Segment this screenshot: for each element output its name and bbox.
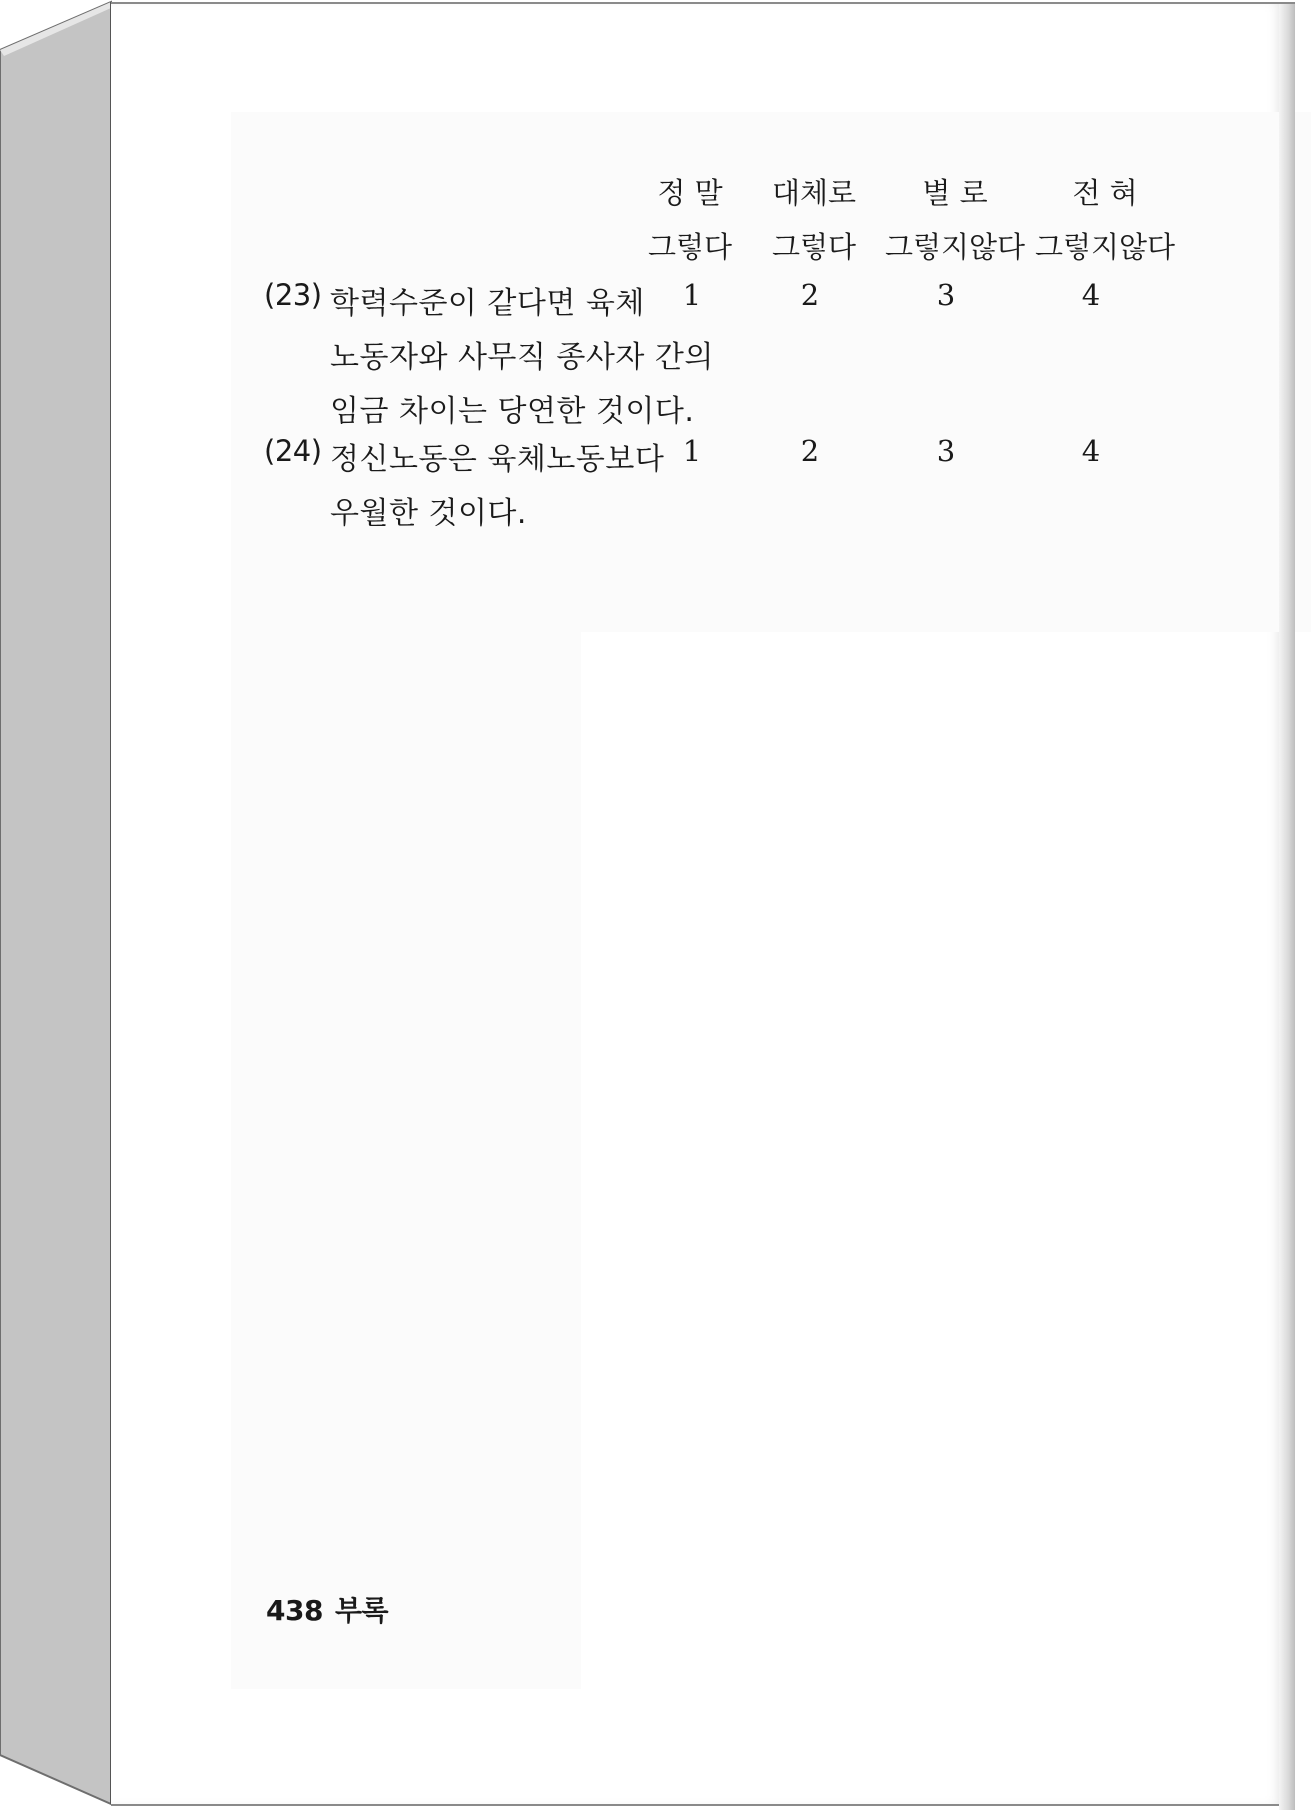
scale-header-2-line2: 그렇다 [771,230,857,264]
question-23-score-3[interactable]: 3 [936,278,956,312]
scale-header-1 [640,176,740,264]
question-23-line-2: 노동자와 사무직 종사자 간의 [330,340,714,375]
question-24-line-2: 우월한 것이다. [330,496,527,531]
scale-header-1-line1: 정 말 [657,176,723,210]
page-footer [266,1589,400,1629]
question-23-line-3: 임금 차이는 당연한 것이다. [330,394,695,429]
question-24-score-4[interactable]: 4 [1081,434,1101,468]
survey-table [0,0,1311,600]
scale-header-3-line1: 별 로 [922,176,988,210]
section-name: 부록 [334,1594,389,1627]
question-23-score-1[interactable]: 1 [682,278,702,312]
scan-shade-lower [231,564,581,1689]
scale-header-4 [1030,176,1180,264]
question-23-score-4[interactable]: 4 [1081,278,1101,312]
scale-header-4-line1: 전 혀 [1072,176,1138,210]
question-24-score-3[interactable]: 3 [936,434,956,468]
question-24-score-1[interactable]: 1 [682,434,702,468]
scale-header-3 [880,176,1030,264]
question-23-number: (23) [264,278,322,312]
scale-header-3-line2: 그렇지않다 [884,230,1026,264]
question-23-score-2[interactable]: 2 [800,278,820,312]
question-24-score-2[interactable]: 2 [800,434,820,468]
page-number: 438 [266,1594,323,1627]
scale-header-4-line2: 그렇지않다 [1034,230,1176,264]
scale-header-1-line2: 그렇다 [647,230,733,264]
question-23-line-1: 학력수준이 같다면 육체 [330,286,645,321]
question-24-number: (24) [264,434,322,468]
scale-header-2-line1: 대체로 [771,176,857,210]
scale-header-2 [764,176,864,264]
question-24-line-1: 정신노동은 육체노동보다 [330,442,665,477]
